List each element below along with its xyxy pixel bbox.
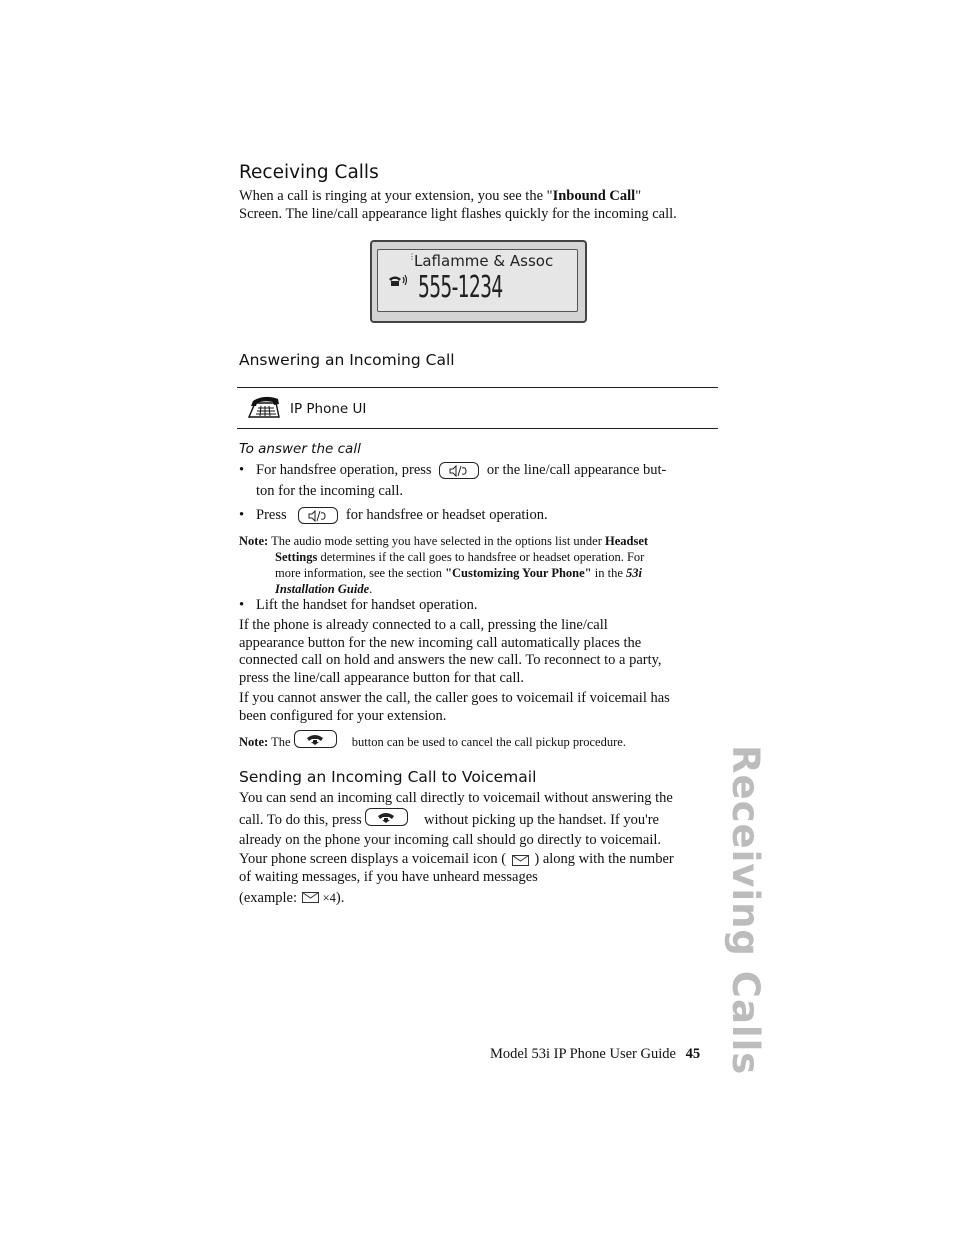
goodbye-button-icon bbox=[294, 730, 337, 748]
handsfree-button-icon bbox=[439, 462, 479, 479]
caller-number: 555-1234 bbox=[418, 270, 503, 305]
ui-label: IP Phone UI bbox=[290, 401, 367, 417]
paragraph: If you cannot answer the call, the caller goes to voicemail if voicemail has been configured for your extension. bbox=[239, 690, 670, 724]
voicemail-title: Sending an Incoming Call to Voicemail bbox=[239, 768, 537, 786]
goodbye-button-icon bbox=[365, 808, 408, 826]
handsfree-button-icon bbox=[298, 507, 338, 524]
paragraph-line: Your phone screen displays a voicemail icon ( ) along with the number bbox=[239, 851, 674, 867]
caller-name: Laflamme & Assoc bbox=[414, 252, 554, 270]
bullet-item: • bbox=[239, 462, 245, 478]
paragraph: If the phone is already connected to a call, pressing the line/call appearance button for the new incoming call automatically places the connected call on hold and answers the new call. To reconnect to a party, press the line/call appearance button for that call. bbox=[239, 617, 662, 686]
note: Note: The button can be used to cancel the call pickup procedure. bbox=[239, 735, 719, 751]
voicemail-envelope-icon bbox=[512, 854, 529, 865]
voicemail-envelope-icon bbox=[302, 891, 319, 902]
bullet-continuation: ton for the incoming call. bbox=[256, 483, 403, 499]
intro-paragraph: When a call is ringing at your extension, you see the "Inbound Call" Screen. The line/call appearance light flashes quickly for the incoming call. bbox=[239, 188, 677, 222]
page-number: 45 bbox=[685, 1046, 701, 1062]
procedure-title: To answer the call bbox=[239, 441, 361, 457]
note-continuation: Settings determines if the call goes to handsfree or headset operation. For more information, see the section "Customizing Your Phone" in the 53i Installation Guide. bbox=[275, 550, 645, 596]
page-footer bbox=[490, 1046, 700, 1063]
phone-handset-icon bbox=[246, 395, 282, 426]
section-title: Receiving Calls bbox=[239, 162, 379, 183]
bullet-item: Lift the handset for handset operation. bbox=[256, 597, 478, 613]
note: Note: The audio mode setting you have selected in the options list under Headset bbox=[239, 534, 649, 548]
bullet-item: For handsfree operation, press or the line/call appearance but- bbox=[256, 462, 667, 478]
footer-guide-title: Model 53i IP Phone User Guide bbox=[490, 1046, 676, 1062]
bullet-item: Press for handsfree or headset operation. bbox=[256, 507, 548, 523]
paragraph-line: You can send an incoming call directly to voicemail without answering the bbox=[239, 790, 673, 806]
bullet-item: • bbox=[239, 507, 245, 523]
paragraph-line: call. To do this, press without picking up the handset. If you're bbox=[239, 812, 729, 830]
divider bbox=[237, 428, 718, 429]
bullet-item: • bbox=[239, 597, 245, 613]
paragraph-line: of waiting messages, if you have unheard messages bbox=[239, 869, 538, 885]
paragraph-line: (example: ×4). bbox=[239, 890, 345, 906]
ringing-phone-icon bbox=[387, 274, 409, 293]
answering-title: Answering an Incoming Call bbox=[239, 351, 455, 369]
paragraph-line: already on the phone your incoming call should go directly to voicemail. bbox=[239, 832, 662, 848]
sidebar-tab: Receiving Calls bbox=[724, 745, 767, 1076]
phone-display: ⋮ Laflamme & Assoc 555-1234 bbox=[370, 240, 587, 323]
divider bbox=[237, 387, 718, 388]
